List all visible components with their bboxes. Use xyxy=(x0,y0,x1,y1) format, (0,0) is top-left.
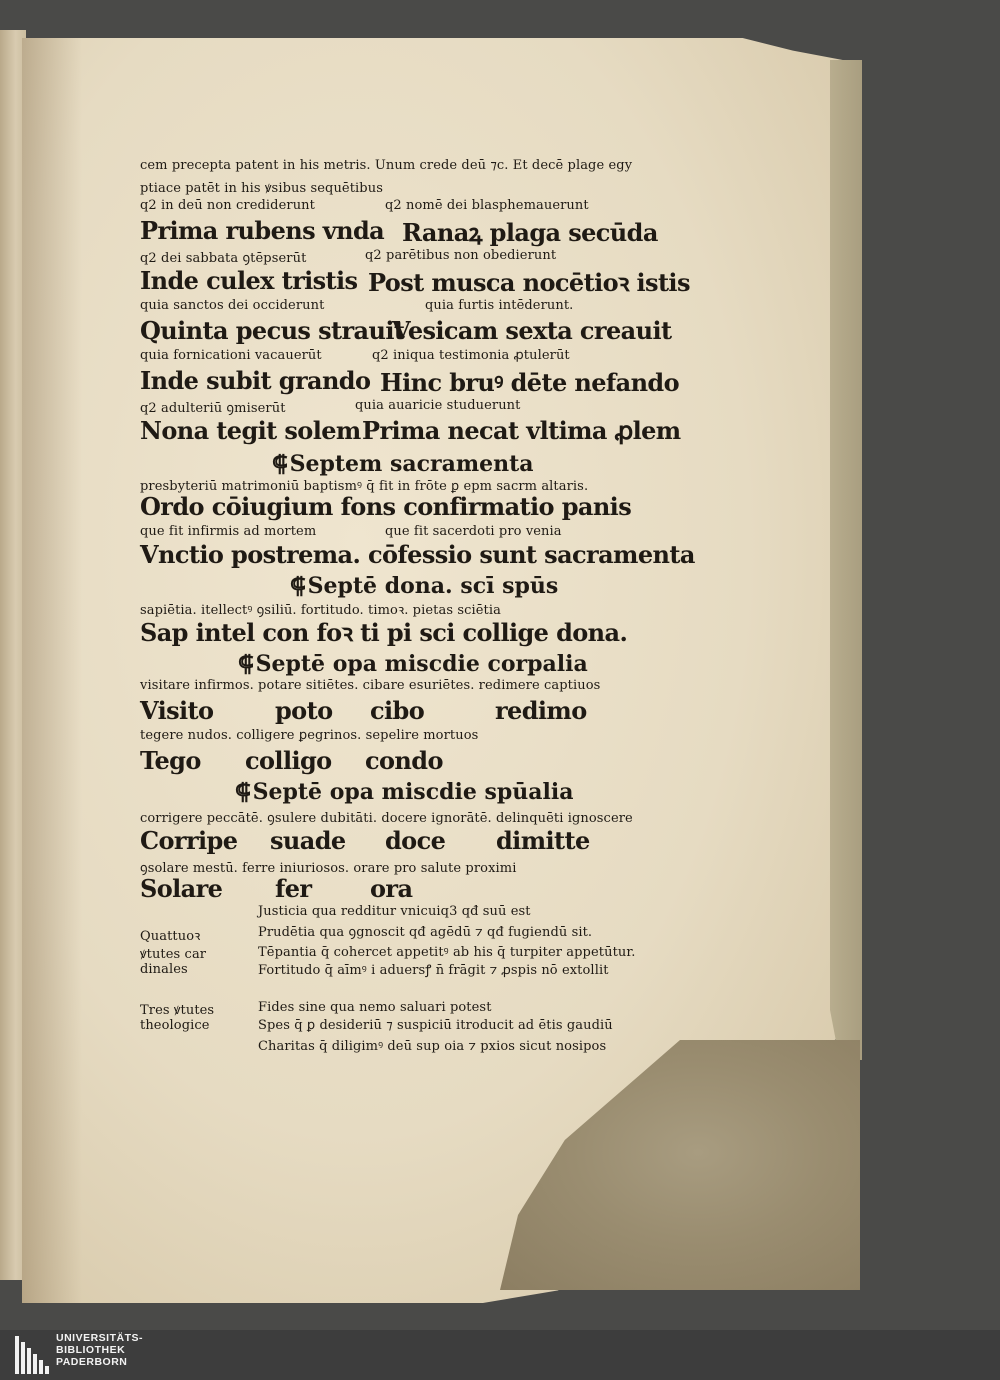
spiritual-verse-word: dimitte xyxy=(496,826,590,855)
spiritual-gloss-1: corrigere peccātē. ꝯsulere dubitāti. docere ignorātē. delinquēti ignoscere xyxy=(140,811,633,826)
corporal-verse-word: cibo xyxy=(370,696,425,725)
heading-text: Septē opa miscdie corpalia xyxy=(255,651,588,677)
heading-text: Septē dona. scī spūs xyxy=(307,573,559,599)
sacraments-verse-1: Ordo cōiugium fons confirmatio panis xyxy=(140,492,632,521)
logo-line: BIBLIOTHEK xyxy=(56,1344,126,1356)
verse-right: Prima necat vltima ꝓlem xyxy=(362,416,681,445)
heading-text: Septē opa miscdie spūalia xyxy=(252,779,574,805)
theological-label-line: Tres ꝟtutes xyxy=(140,1003,215,1018)
spiritual-verse-word: fer xyxy=(275,874,312,903)
gloss-right: q2 iniqua testimonia ꝓtulerūt xyxy=(372,348,570,363)
logo-line: PADERBORN xyxy=(56,1356,128,1368)
cardinal-virtue-line: Tēpantia q̄ cohercet appetitꝰ ab his q̄ turpiter appetūtur. xyxy=(258,945,636,960)
sacraments-verse-2: Vnctio postrema. cōfessio sunt sacramenta xyxy=(140,540,695,569)
cardinal-virtue-line: Fortitudo q̄ aīmꝰ i aduersꝭ n̄ frāgit ⁊ ꝓspis nō extollit xyxy=(258,963,609,978)
theological-virtue-line: Fides sine qua nemo saluari potest xyxy=(258,1000,492,1015)
verse-left: Inde culex tristis xyxy=(140,266,358,295)
sacraments-gloss-1: presbyteriū matrimoniū baptismꝰ q̄ fit in frōte ꝑ epm sacrm altaris. xyxy=(140,479,589,494)
theological-virtue-line: Charitas q̄ diligimꝰ deū sup oia ⁊ pxios sicut nosipos xyxy=(258,1039,607,1054)
verse-right: Post musca nocētioꝛ istis xyxy=(368,268,690,297)
gloss-left: quia fornicationi vacauerūt xyxy=(140,348,322,363)
gifts-verse: Sap intel con foꝛ ti pi sci collige dona. xyxy=(140,618,628,647)
corporal-verse-word: poto xyxy=(275,696,333,725)
gloss-left: quia sanctos dei occiderunt xyxy=(140,298,325,313)
spiritual-gloss-2: ꝯsolare mestū. ferre iniuriosos. orare pro salute proximi xyxy=(140,861,517,876)
pilcrow-icon: ⸿ xyxy=(272,451,288,477)
spiritual-verse-word: Solare xyxy=(140,874,223,903)
cardinal-virtue-line: Justicia qua redditur vnicuiq3 qđ suū est xyxy=(258,904,531,919)
gloss-right: quia furtis intēderunt. xyxy=(425,298,574,313)
cardinal-label-line: ꝟtutes car xyxy=(140,947,207,962)
gifts-gloss: sapiētia. itellectꝰ ꝯsiliū. fortitudo. timoꝛ. pietas sciētia xyxy=(140,603,501,618)
verse-right: Ranaꝝ plaga secūda xyxy=(402,218,658,247)
spiritual-verse-word: ora xyxy=(370,874,413,903)
gutter-shadow xyxy=(22,38,82,1303)
corporal-verse-word: Visito xyxy=(140,696,214,725)
verse-left: Inde subit grando xyxy=(140,366,371,395)
corporal-gloss-2: tegere nudos. colligere ꝑegrinos. sepelire mortuos xyxy=(140,728,479,743)
section-heading-corporal xyxy=(238,648,588,678)
sacraments-gloss-2-left: que fit infirmis ad mortem xyxy=(140,524,317,539)
corporal-verse-word: Tego xyxy=(140,746,201,775)
theological-virtue-line: Spes q̄ ꝑ desideriū ⁊ suspiciū itroducit ad ētis gaudiū xyxy=(258,1018,613,1033)
library-logo-text xyxy=(56,1332,143,1368)
cardinal-virtue-line: Prudētia qua ꝯgnoscit qđ agēdū ⁊ qđ fugiendū sit. xyxy=(258,925,593,940)
university-library-logo-icon xyxy=(15,1336,51,1374)
spiritual-verse-word: suade xyxy=(270,826,346,855)
corporal-verse-word: colligo xyxy=(245,746,332,775)
heading-text: Septem sacramenta xyxy=(289,451,534,477)
pilcrow-icon: ⸿ xyxy=(290,573,306,599)
sacraments-gloss-2-right: que fit sacerdoti pro venia xyxy=(385,524,562,539)
verse-left: Quinta pecus strauit xyxy=(140,316,405,345)
cardinal-label-line: Quattuoꝛ xyxy=(140,929,201,944)
printed-text-block xyxy=(140,158,695,1058)
footer-bar xyxy=(0,1330,1000,1380)
cardinal-label-line: dinales xyxy=(140,962,188,977)
verse-left: Nona tegit solem xyxy=(140,416,361,445)
gloss-left: q2 in deū non crediderunt xyxy=(140,198,315,213)
spiritual-verse-word: Corripe xyxy=(140,826,238,855)
theological-label-line: theologice xyxy=(140,1018,210,1033)
verse-right: Hinc bruꝰ dēte nefando xyxy=(380,368,680,397)
intro-line-1: cem precepta patent in his metris. Unum crede deū ⁊c. Et decē plage egy xyxy=(140,158,633,173)
gloss-right: q2 parētibus non obedierunt xyxy=(365,248,557,263)
gloss-right: q2 nomē dei blasphemauerunt xyxy=(385,198,589,213)
section-heading-sacraments xyxy=(272,448,534,478)
pilcrow-icon: ⸿ xyxy=(235,779,251,805)
spiritual-verse-word: doce xyxy=(385,826,446,855)
gloss-left: q2 adulteriū ꝯmiserūt xyxy=(140,401,286,416)
corporal-gloss-1: visitare infirmos. potare sitiētes. cibare esuriētes. redimere captiuos xyxy=(140,678,601,693)
gloss-right: quia auaricie studuerunt xyxy=(355,398,521,413)
corporal-verse-word: condo xyxy=(365,746,443,775)
verse-left: Prima rubens vnda xyxy=(140,216,385,245)
section-heading-spiritual xyxy=(235,776,573,806)
repair-strip xyxy=(830,60,862,1060)
pilcrow-icon: ⸿ xyxy=(238,651,254,677)
corporal-verse-word: redimo xyxy=(495,696,587,725)
logo-line: UNIVERSITÄTS- xyxy=(56,1332,144,1344)
gloss-left: q2 dei sabbata ꝯtēpserūt xyxy=(140,251,307,266)
intro-line-2: ptiace patēt in his ꝟsibus sequētibus xyxy=(140,181,383,196)
verse-right: Vesicam sexta creauit xyxy=(392,316,672,345)
section-heading-gifts xyxy=(290,570,558,600)
